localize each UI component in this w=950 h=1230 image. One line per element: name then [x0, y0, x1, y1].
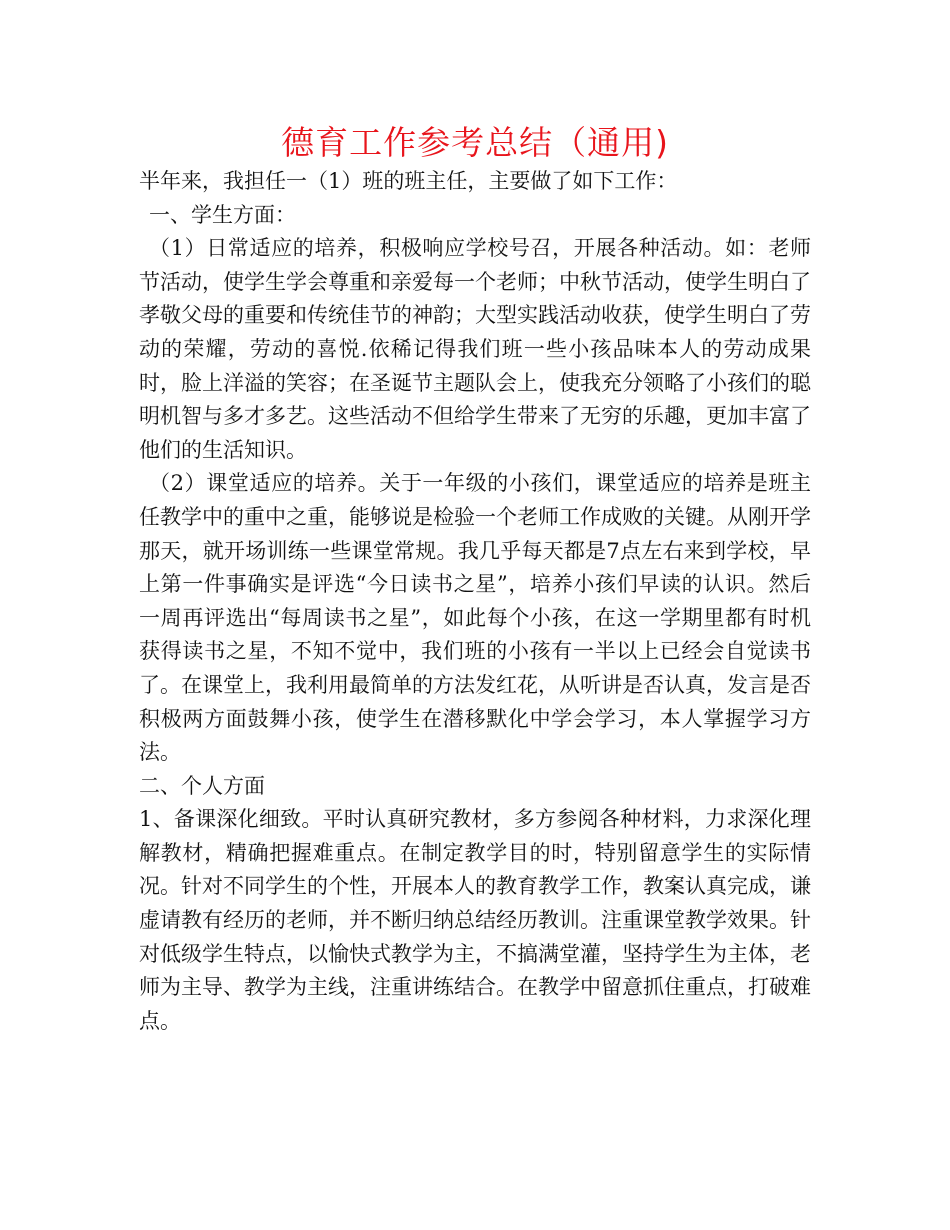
document-title: 德育工作参考总结（通用) — [281, 123, 669, 162]
document-body — [139, 165, 811, 1038]
intro-paragraph: 半年来，我担任一（1）班的班主任，主要做了如下工作： — [139, 169, 678, 193]
section-heading-students: 一、学生方面： — [149, 202, 296, 227]
paragraph-daily-habits: （1）日常适应的培养，积极响应学校号召，开展各种活动。如：老师节活动，使学生学会尊重和亲爱每一个老师；中秋节活动，使学生明白了孝敬父母的重要和传统佳节的神韵；大型实践活动收获，使学生明白了劳动的荣耀，劳动的喜悦.依稀记得我们班一些小孩品味本人的劳动成果时，脸上洋溢的笑容；在圣诞节主题队会上，使我充分领略了小孩们的聪明机智与多才多艺。这些活动不但给学生带来了无穷的乐趣，更加丰富了他们的生活知识。 — [139, 236, 811, 462]
section-heading-personal: 二、个人方面 — [139, 773, 265, 798]
paragraph-classroom-habits: （2）课堂适应的培养。关于一年级的小孩们，课堂适应的培养是班主任教学中的重中之重，能够说是检验一个老师工作成败的关键。从刚开学那天，就开场训练一些课堂常规。我几乎每天都是7点左右来到学校，早上第一件事确实是评选“今日读书之星”，培养小孩们早读的认识。然后一周再评选出“每周读书之星”，如此每个小孩，在这一学期里都有时机获得读书之星，不知不觉中，我们班的小孩有一半以上已经会自觉读书了。在课堂上，我利用最简单的方法发红花，从听讲是否认真，发言是否积极两方面鼓舞小孩，使学生在潜移默化中学会学习，本人掌握学习方法。 — [139, 471, 811, 765]
paragraph-lesson-prep: 1、备课深化细致。平时认真研究教材，多方参阅各种材料，力求深化理解教材，精确把握难重点。在制定教学目的时，特别留意学生的实际情况。针对不同学生的个性，开展本人的教育教学工作，教案认真完成，谦虚请教有经历的老师，并不断归纳总结经历教训。注重课堂教学效果。针对低级学生特点，以愉快式教学为主，不搞满堂灌，坚持学生为主体，老师为主导、教学为主线，注重讲练结合。在教学中留意抓住重点，打破难点。 — [139, 807, 811, 1033]
